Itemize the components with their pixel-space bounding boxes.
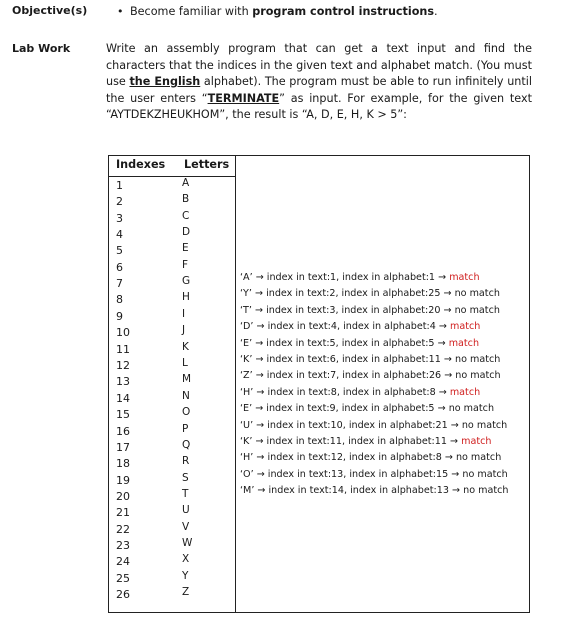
match-result: match <box>448 337 480 349</box>
letter-cell: G <box>182 275 191 287</box>
match-line <box>240 420 507 431</box>
match-result: match <box>449 386 481 398</box>
letter-cell: Q <box>182 439 191 451</box>
objective-text-bold: program control instructions <box>252 5 435 18</box>
header-letters: Letters <box>184 158 230 171</box>
match-result: match <box>461 436 492 447</box>
letter-cell: K <box>182 341 189 353</box>
index-cell: 18 <box>116 457 130 470</box>
bullet-icon: • <box>117 5 124 18</box>
index-cell: 11 <box>116 343 130 356</box>
match-line <box>240 305 500 316</box>
match-line <box>240 452 501 463</box>
letter-cell: W <box>182 537 193 549</box>
no-match-result: no match <box>455 452 502 464</box>
match-line <box>240 485 508 496</box>
index-cell: 19 <box>116 474 130 487</box>
match-line <box>240 403 494 414</box>
objective-label: Objective(s) <box>12 4 88 17</box>
lab-work-p1: Write an assembly program that can get a text input and find the characters that the indices in the given text and alphabet match. (You must use <box>106 42 532 88</box>
match-line-text: ‘A’ → index in text:1, index in alphabet:1 → <box>240 272 450 283</box>
match-line <box>240 338 479 349</box>
lab-work-p2: alphabet). The program must be able to run infinitely until the user enters “ <box>106 75 532 105</box>
index-cell: 5 <box>116 244 123 257</box>
match-line-text: ‘D’ → index in text:4, index in alphabet:4 → <box>240 321 450 333</box>
index-cell: 8 <box>116 293 123 306</box>
index-cell: 26 <box>116 588 130 601</box>
lab-work-label: Lab Work <box>12 42 71 55</box>
match-line-text: ‘E’ → index in text:9, index in alphabet:5 → <box>240 403 449 415</box>
lab-work-p2-bold: TERMINATE <box>207 91 280 105</box>
letter-cell: C <box>182 210 190 222</box>
match-line <box>240 436 491 447</box>
index-cell: 1 <box>116 179 123 192</box>
letter-cell: J <box>182 324 186 336</box>
match-line-text: ‘E’ → index in text:5, index in alphabet:5 → <box>240 337 449 349</box>
letter-cell: F <box>182 259 189 271</box>
letter-cell: M <box>182 373 192 385</box>
match-line <box>240 288 500 299</box>
letter-cell: X <box>182 553 190 565</box>
lab-work-p1-bold: the English <box>129 75 201 88</box>
index-cell: 4 <box>116 228 123 241</box>
index-cell: 14 <box>116 392 130 405</box>
match-line-text: ‘M’ → index in text:14, index in alphabet:13 → <box>240 485 464 497</box>
match-line-text: ‘Y’ → index in text:2, index in alphabet:25 → <box>240 288 455 300</box>
match-line-text: ‘U’ → index in text:10, index in alphabet:21 → <box>240 419 462 431</box>
letter-cell: E <box>182 242 189 254</box>
index-cell: 23 <box>116 539 130 552</box>
index-cell: 22 <box>116 523 130 536</box>
no-match-result: no match <box>448 403 495 415</box>
index-cell: 24 <box>116 555 130 568</box>
match-line <box>240 469 508 480</box>
match-line-text: ‘Z’ → index in text:7, index in alphabet:26 → <box>240 370 456 382</box>
match-line-text: ‘K’ → index in text:11, index in alphabet:11 → <box>240 436 462 447</box>
index-cell: 9 <box>116 310 123 323</box>
no-match-result: no match <box>461 419 508 431</box>
lab-work-paragraph <box>106 41 532 124</box>
index-cell: 7 <box>116 277 123 290</box>
index-cell: 17 <box>116 441 130 454</box>
no-match-result: no match <box>463 485 509 497</box>
letter-cell: S <box>182 472 189 484</box>
match-line-text: ‘K’ → index in text:6, index in alphabet:11 → <box>240 354 456 365</box>
no-match-result: no match <box>455 354 501 365</box>
match-line <box>240 354 500 365</box>
match-line <box>240 272 480 283</box>
table-header-rule <box>109 176 235 177</box>
objective-text <box>130 5 438 18</box>
index-letter-table <box>108 155 530 613</box>
letter-cell: V <box>182 521 190 533</box>
index-cell: 15 <box>116 408 130 421</box>
letter-cell: T <box>182 488 189 500</box>
index-cell: 16 <box>116 425 130 438</box>
letter-cell: L <box>182 357 188 369</box>
letter-cell: U <box>182 504 190 516</box>
match-line-text: ‘H’ → index in text:12, index in alphabet:8 → <box>240 452 456 464</box>
no-match-result: no match <box>462 468 508 480</box>
index-cell: 10 <box>116 326 130 339</box>
index-cell: 12 <box>116 359 130 372</box>
match-line-text: ‘O’ → index in text:13, index in alphabet:15 → <box>240 468 463 480</box>
letter-cell: D <box>182 226 191 238</box>
table-divider <box>235 156 236 612</box>
objective-text-end: . <box>434 5 438 18</box>
index-cell: 6 <box>116 261 123 274</box>
index-cell: 21 <box>116 506 130 519</box>
match-result: match <box>450 321 481 333</box>
letter-cell: N <box>182 390 190 402</box>
match-line-text: ‘H’ → index in text:8, index in alphabet:8 → <box>240 386 450 398</box>
objective-text-plain: Become familiar with <box>130 5 253 18</box>
letter-cell: O <box>182 406 191 418</box>
letter-cell: I <box>182 308 186 320</box>
match-line <box>240 387 480 398</box>
index-cell: 3 <box>116 212 123 225</box>
index-cell: 20 <box>116 490 130 503</box>
letter-cell: Z <box>182 586 190 598</box>
letter-cell: H <box>182 291 190 303</box>
match-line <box>240 321 480 332</box>
letter-cell: R <box>182 455 190 467</box>
match-line-text: ‘T’ → index in text:3, index in alphabet:20 → <box>240 304 455 316</box>
lab-work-p3: ” as input. For example, for the given text “AYTDEKZHEUKHOM”, the result is “A, D, E, H, K > 5”: <box>106 91 532 121</box>
no-match-result: no match <box>454 304 500 316</box>
match-line <box>240 370 501 381</box>
no-match-result: no match <box>454 288 500 300</box>
header-indexes: Indexes <box>116 158 166 171</box>
no-match-result: no match <box>455 370 501 382</box>
match-result: match <box>449 272 480 283</box>
letter-cell: Y <box>182 570 189 582</box>
letter-cell: B <box>182 193 190 205</box>
letter-cell: A <box>182 177 190 189</box>
index-cell: 25 <box>116 572 130 585</box>
index-cell: 13 <box>116 375 130 388</box>
letter-cell: P <box>182 423 189 435</box>
index-cell: 2 <box>116 195 123 208</box>
